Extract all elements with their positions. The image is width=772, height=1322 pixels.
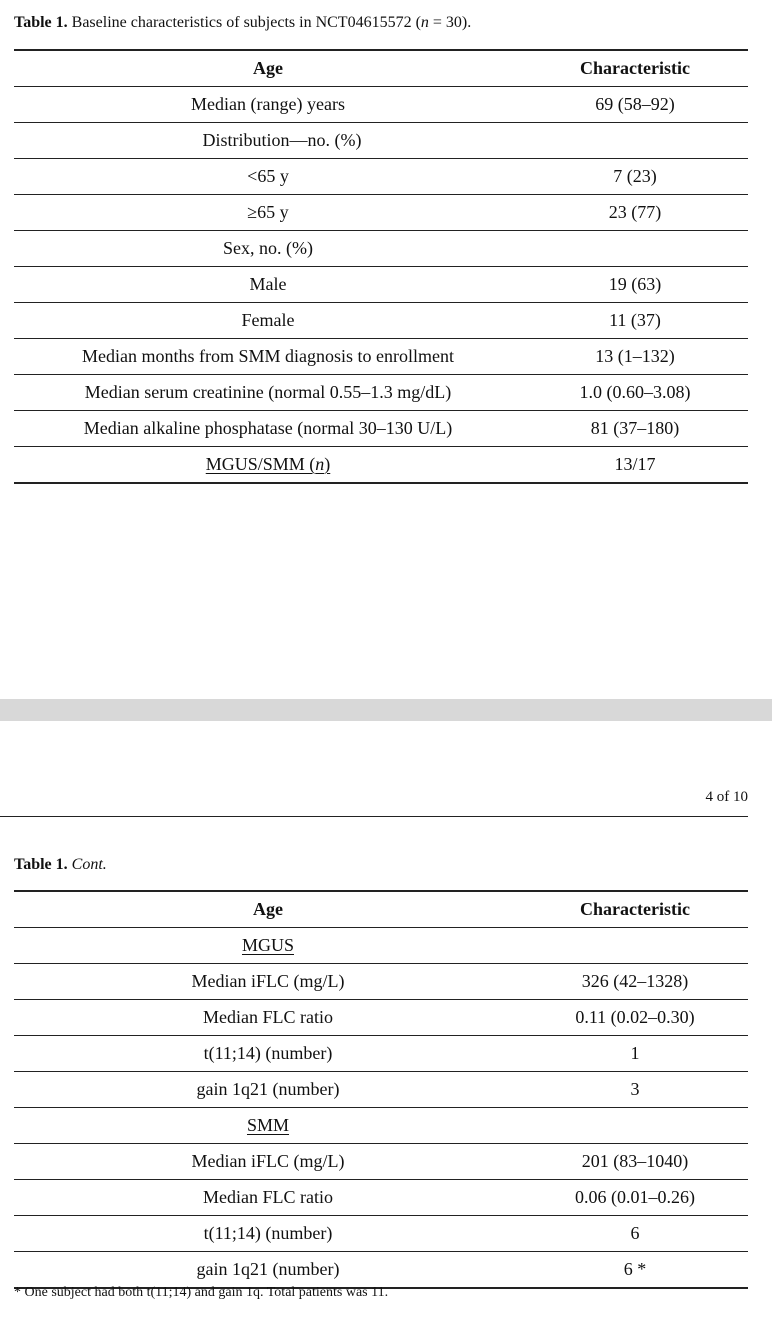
table-row xyxy=(14,1252,748,1289)
table-row xyxy=(14,411,748,447)
row-value: 13/17 xyxy=(614,454,656,474)
table-row xyxy=(14,303,748,339)
row-label: ≥65 y xyxy=(247,202,289,222)
row-value: 6 * xyxy=(623,1259,647,1279)
header-characteristic: Characteristic xyxy=(580,899,690,919)
baseline-table-cont xyxy=(14,890,748,1289)
row-label: <65 y xyxy=(247,166,289,186)
table-header-row xyxy=(14,892,748,928)
table-row xyxy=(14,159,748,195)
row-value: 201 (83–1040) xyxy=(581,1151,689,1171)
caption-n: n xyxy=(420,14,429,31)
row-value: 11 (37) xyxy=(609,310,661,330)
row-value xyxy=(522,231,748,266)
row-label: gain 1q21 (number) xyxy=(196,1079,340,1099)
caption-cont: Cont. xyxy=(71,856,107,873)
row-value: 1 xyxy=(630,1043,640,1063)
table-caption xyxy=(14,14,471,32)
table-row xyxy=(14,928,748,964)
mgus-smm-label: MGUS/SMM (n) xyxy=(205,454,331,474)
row-label: Median (range) years xyxy=(191,94,345,114)
header-age: Age xyxy=(253,899,283,919)
caption-label: Table 1. xyxy=(14,14,68,31)
table-row xyxy=(14,1180,748,1216)
row-value: 13 (1–132) xyxy=(595,346,675,366)
table-row xyxy=(14,339,748,375)
row-value xyxy=(522,1108,748,1143)
row-label: Distribution—no. (%) xyxy=(202,130,362,150)
caption-tail: = 30). xyxy=(428,14,472,31)
smm-label: SMM xyxy=(246,1115,290,1135)
row-value: 81 (37–180) xyxy=(590,418,680,438)
row-value xyxy=(522,928,748,963)
row-value: 19 (63) xyxy=(608,274,662,294)
page-gap xyxy=(0,699,772,721)
header-characteristic: Characteristic xyxy=(580,58,690,78)
row-label: Median FLC ratio xyxy=(203,1007,333,1027)
row-label: gain 1q21 (number) xyxy=(196,1259,340,1279)
row-value: 0.11 (0.02–0.30) xyxy=(575,1007,695,1027)
group-label-mgus xyxy=(14,928,522,963)
table-row xyxy=(14,87,748,123)
row-value: 326 (42–1328) xyxy=(581,971,689,991)
baseline-table xyxy=(14,49,748,484)
row-value: 0.06 (0.01–0.26) xyxy=(575,1187,695,1207)
row-label: Median FLC ratio xyxy=(203,1187,333,1207)
table-row xyxy=(14,123,748,159)
row-label: Median iFLC (mg/L) xyxy=(191,971,345,991)
caption-text: Baseline characteristics of subjects in NCT04615572 ( xyxy=(71,14,421,31)
row-value: 6 xyxy=(630,1223,640,1243)
row-value xyxy=(522,123,748,158)
row-value: 1.0 (0.60–3.08) xyxy=(579,382,691,402)
group-label-smm xyxy=(14,1108,522,1143)
header-rule xyxy=(0,816,748,817)
caption-label: Table 1. xyxy=(14,856,68,873)
table-row xyxy=(14,267,748,303)
header-age: Age xyxy=(253,58,283,78)
table-row xyxy=(14,1000,748,1036)
row-label: Median alkaline phosphatase (normal 30–130 U/L) xyxy=(83,418,453,438)
row-value: 23 (77) xyxy=(608,202,662,222)
table-row xyxy=(14,1144,748,1180)
row-label: Sex, no. (%) xyxy=(223,238,313,258)
row-label: Median serum creatinine (normal 0.55–1.3 mg/dL) xyxy=(84,382,452,402)
page-number: 4 of 10 xyxy=(705,789,748,805)
table-cont-caption xyxy=(14,856,107,874)
table-header-row xyxy=(14,51,748,87)
row-label-mgus-smm xyxy=(14,447,522,482)
table-row xyxy=(14,964,748,1000)
table-row xyxy=(14,1036,748,1072)
table-row xyxy=(14,1072,748,1108)
row-label: t(11;14) (number) xyxy=(203,1223,333,1243)
row-value: 7 (23) xyxy=(613,166,657,186)
row-value: 69 (58–92) xyxy=(595,94,675,114)
row-label: t(11;14) (number) xyxy=(203,1043,333,1063)
table-row xyxy=(14,231,748,267)
table-row xyxy=(14,375,748,411)
table-row xyxy=(14,1216,748,1252)
row-value: 3 xyxy=(630,1079,640,1099)
table-row xyxy=(14,195,748,231)
table-row xyxy=(14,1108,748,1144)
mgus-label: MGUS xyxy=(241,935,294,955)
row-label: Median months from SMM diagnosis to enrollment xyxy=(82,346,454,366)
row-label: Median iFLC (mg/L) xyxy=(191,1151,345,1171)
table-row xyxy=(14,447,748,484)
table-footnote: * One subject had both t(11;14) and gain 1q. Total patients was 11. xyxy=(14,1285,389,1300)
row-label: Male xyxy=(249,274,287,294)
row-label: Female xyxy=(241,310,295,330)
